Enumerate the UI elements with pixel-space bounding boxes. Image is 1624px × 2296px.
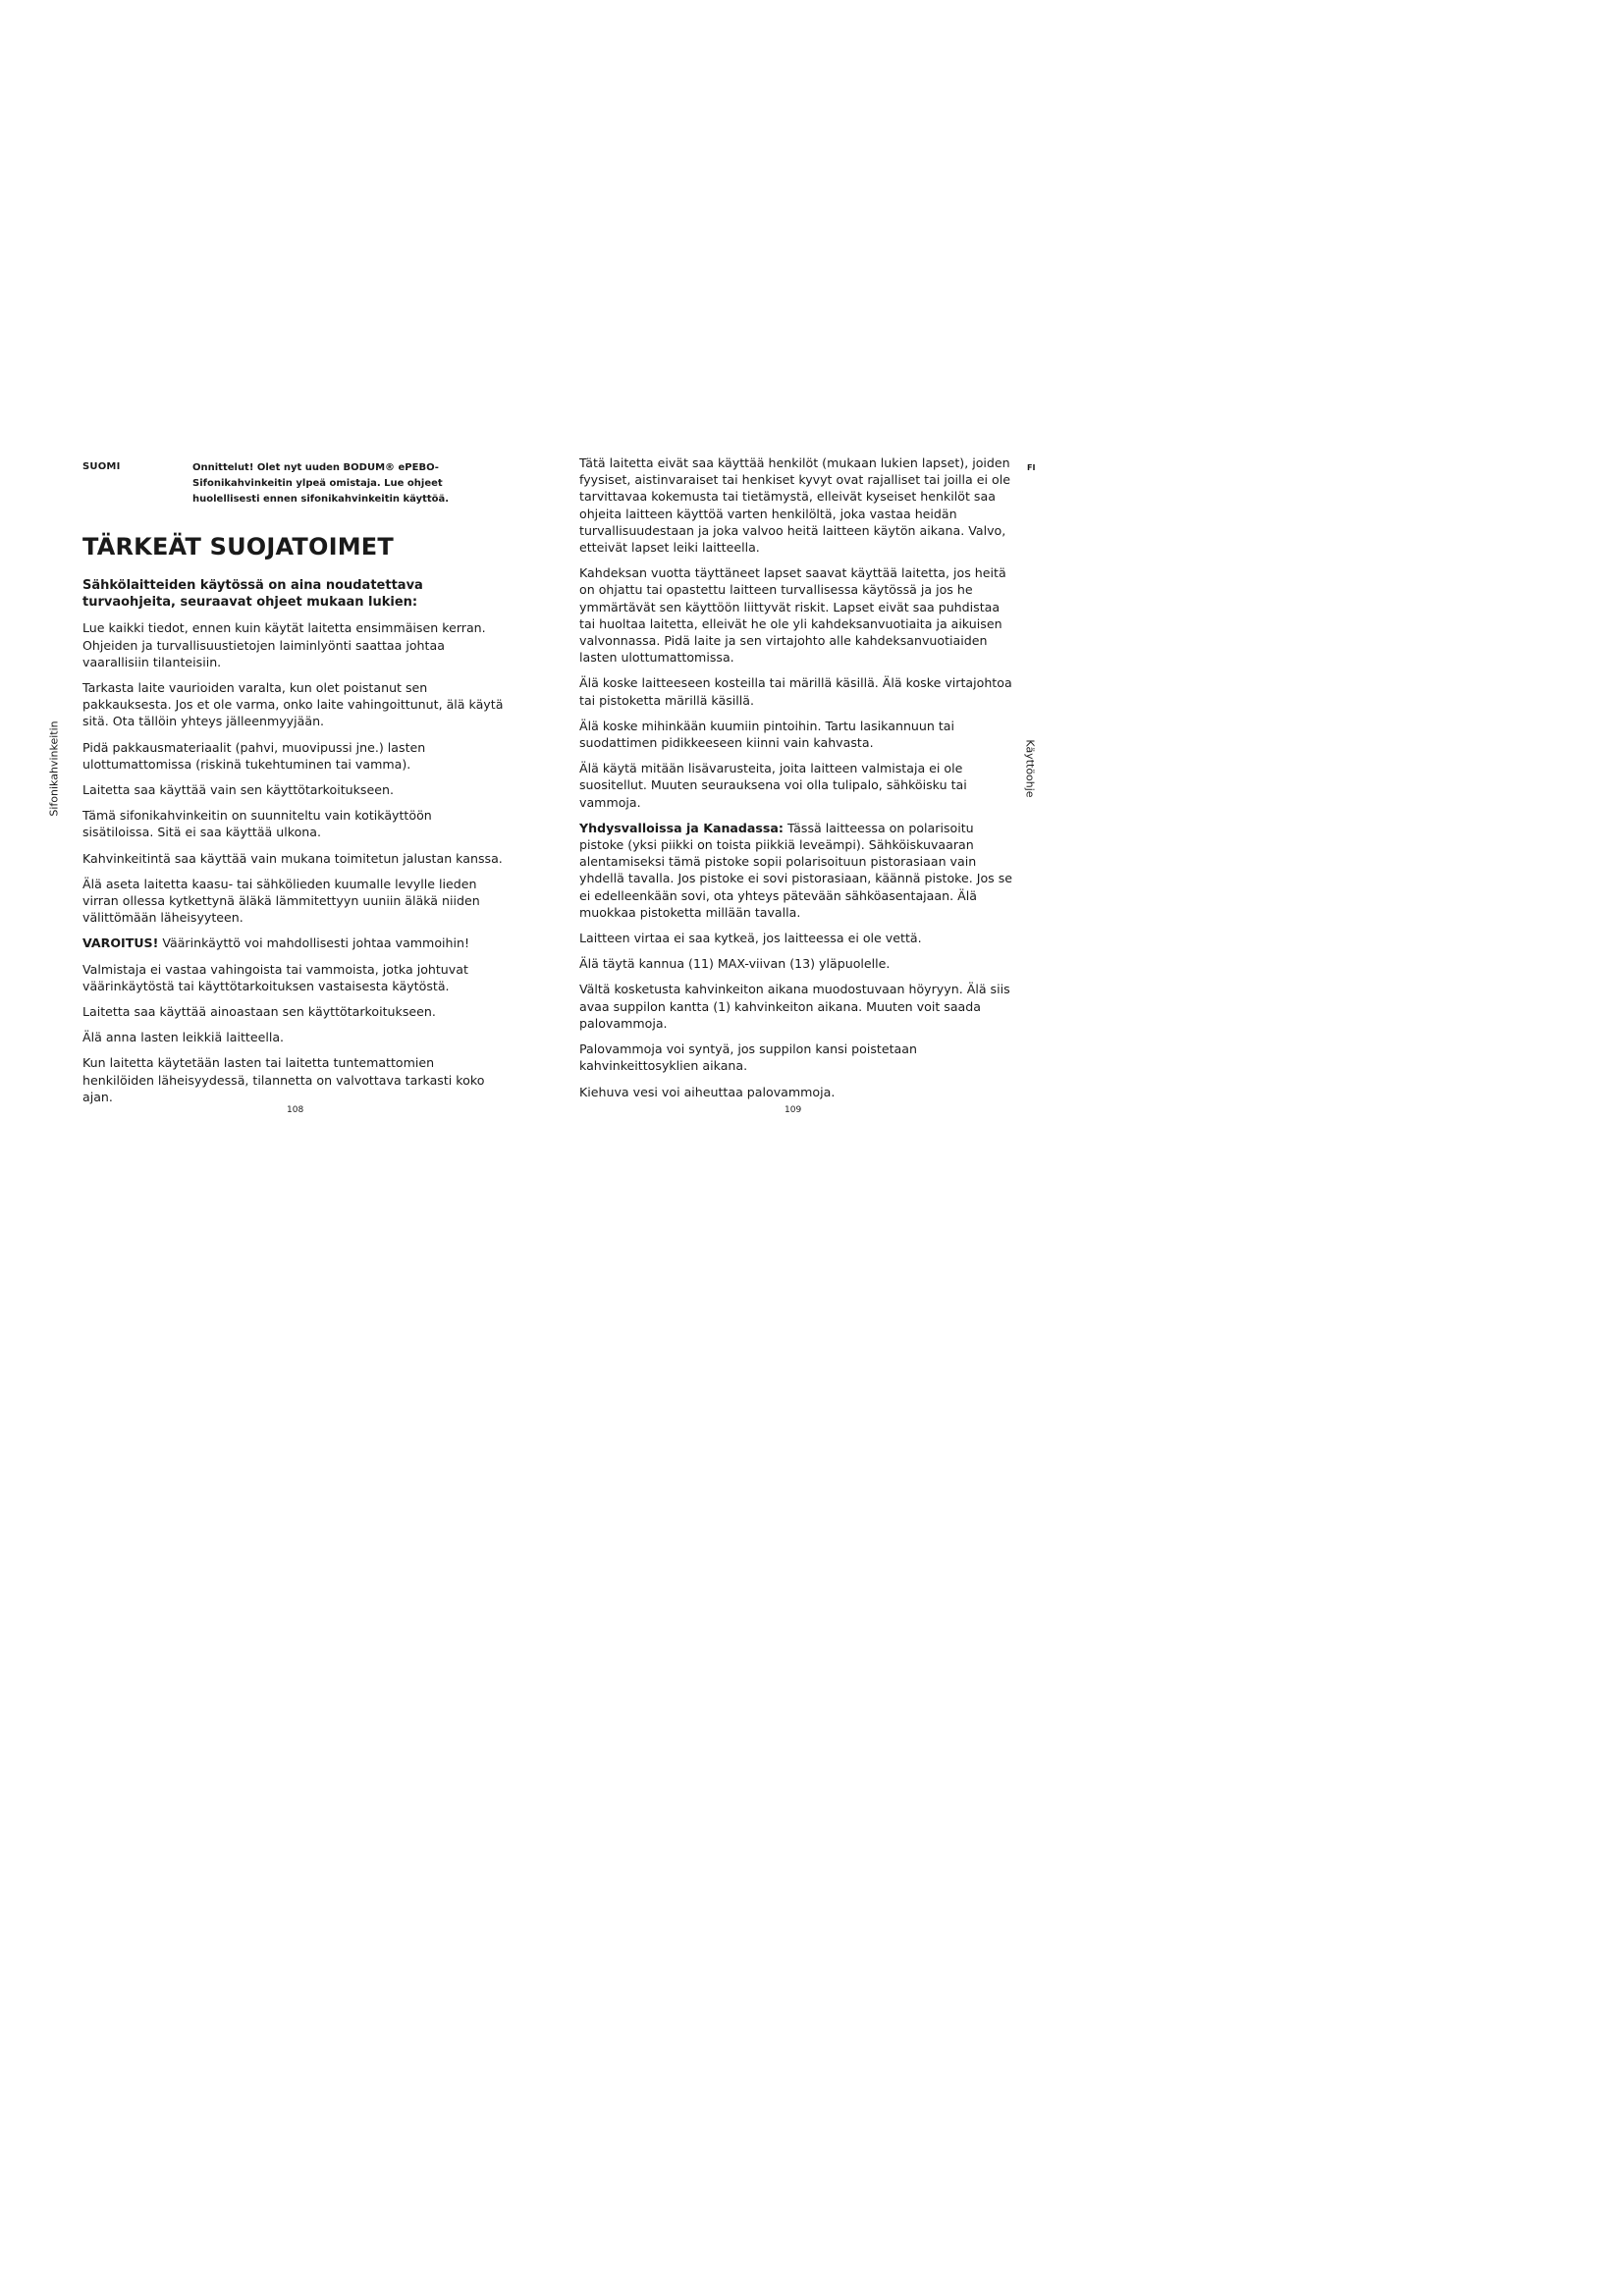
page-number-left: 108 (287, 1105, 304, 1115)
paragraph: Älä aseta laitetta kaasu- tai sähkölieden kuumalle levylle lieden virran ollessa kytkettynä äläkä lämmitettyyn uuniin äläkä niiden välittömään läheisyyteen. (82, 876, 480, 926)
usa-paragraph (579, 820, 1016, 921)
intro-text: Onnittelut! Olet nyt uuden BODUM® ePEBO-Sifonikahvinkeitin ylpeä omistaja. Lue ohjeet huolellisesti ennen sifonikahvinkeitin käyttöä. (192, 462, 450, 505)
paragraph: Kun laitetta käytetään lasten tai laitetta tuntemattomien henkilöiden läheisyydessä, tilannetta on valvottava tarkasti koko ajan. (82, 1055, 485, 1104)
side-label-left: Sifonikahvinkeitin (47, 721, 61, 817)
warning-label: VAROITUS! (82, 935, 159, 951)
paragraph: Tämä sifonikahvinkeitin on suunniteltu vain kotikäyttöön sisätiloissa. Sitä ei saa käyttää ulkona. (82, 808, 432, 840)
paragraph: Älä koske mihinkään kuumiin pintoihin. Tartu lasikannuun tai suodattimen pidikkeeseen kiinni vain kahvasta. (579, 718, 955, 751)
paragraph: Valmistaja ei vastaa vahingoista tai vammoista, jotka johtuvat väärinkäytöstä tai käyttötarkoituksen vastaisesta käytöstä. (82, 961, 468, 993)
paragraph: Laitetta saa käyttää ainoastaan sen käyttötarkoitukseen. (82, 1004, 436, 1020)
paragraph: Älä anna lasten leikkiä laitteella. (82, 1030, 285, 1045)
usa-text: Tässä laitteessa on polarisoitu pistoke (yksi piikki on toista piikkiä leveämpi). Sähköiskuvaaran alentamiseksi tämä pistoke sopii polarisoituun pistorasiaan vain yhdellä tavalla. Jos pistoke ei sovi pistorasiaan, käännä pistoke. Jos se ei edelleenkään sovi, ota yhteys pätevään sähköasentajaan. Älä muokkaa pistoketta millään tavalla. (579, 820, 1013, 920)
paragraph: Älä täytä kannua (11) MAX-viivan (13) yläpuolelle. (579, 956, 891, 972)
page-title: TÄRKEÄT SUOJATOIMET (82, 533, 394, 561)
page-number-right: 109 (785, 1105, 802, 1115)
left-column (82, 577, 507, 1114)
paragraph: Pidä pakkausmateriaalit (pahvi, muovipussi jne.) lasten ulottumattomissa (riskinä tukehtuminen tai vamma). (82, 739, 426, 772)
warning-text: Väärinkäyttö voi mahdollisesti johtaa vammoihin! (158, 935, 470, 951)
paragraph: Älä koske laitteeseen kosteilla tai märillä käsillä. Älä koske virtajohtoa tai pistoketta märillä käsillä. (579, 675, 1012, 708)
usa-label: Yhdysvalloissa ja Kanadassa: (579, 820, 784, 835)
paragraph: Palovammoja voi syntyä, jos suppilon kansi poistetaan kahvinkeittosyklien aikana. (579, 1041, 917, 1074)
paragraph: Tarkasta laite vaurioiden varalta, kun olet poistanut sen pakkauksesta. Jos et ole varma, onko laite vahingoittunut, älä käytä sitä. Ota tällöin yhteys jälleenmyyjään. (82, 680, 504, 729)
paragraph: Laitetta saa käyttää vain sen käyttötarkoitukseen. (82, 782, 394, 798)
language-tag: FI (1027, 463, 1036, 472)
paragraph: Vältä kosketusta kahvinkeiton aikana muodostuvaan höyryyn. Älä siis avaa suppilon kantta (1) kahvinkeiton aikana. Muuten voit saada palovammoja. (579, 982, 1010, 1031)
right-column (579, 454, 1016, 1109)
paragraph: Lue kaikki tiedot, ennen kuin käytät laitetta ensimmäisen kerran. Ohjeiden ja turvallisuustietojen laiminlyönti saattaa johtaa vaarallisiin tilanteisiin. (82, 620, 486, 669)
paragraph: Tätä laitetta eivät saa käyttää henkilöt (mukaan lukien lapset), joiden fyysiset, aistinvaraiset tai henkiset kyvyt ovat rajalliset tai joilla ei ole tarvittavaa kokemusta tai tietämystä, elleivät kyseiset henkilöt saa ohjeita laitteen käyttöä varten henkilöltä, joka vastaa heidän turvallisuudestaan ja joka valvoo heitä laitteen käytön aikana. Valvo, etteivät lapset leiki laitteella. (579, 455, 1010, 556)
paragraph: Laitteen virtaa ei saa kytkeä, jos laitteessa ei ole vettä. (579, 931, 922, 946)
language-label: SUOMI (82, 461, 121, 472)
lead-paragraph: Sähkölaitteiden käytössä on aina noudatettava turvaohjeita, seuraavat ohjeet mukaan lukien: (82, 578, 423, 611)
paragraph: Kiehuva vesi voi aiheuttaa palovammoja. (579, 1084, 836, 1099)
paragraph: Kahdeksan vuotta täyttäneet lapset saavat käyttää laitetta, jos heitä on ohjattu tai opastettu laitteen turvallisessa käytössä ja jos he ymmärtävät sen käyttöön liittyvät riskit. Lapset eivät saa puhdistaa tai huoltaa laitetta, elleivät he ole yli kahdeksanvuotiaita ja aikuisen valvonnassa. Pidä laite ja sen virtajohto alle kahdeksanvuotiaiden lasten ulottumattomissa. (579, 565, 1006, 666)
side-label-right: Käyttöohje (1023, 739, 1037, 798)
paragraph: Älä käytä mitään lisävarusteita, joita laitteen valmistaja ei ole suositellut. Muuten seurauksena voi olla tulipalo, sähköisku tai vammoja. (579, 761, 967, 810)
warning-paragraph (82, 934, 507, 951)
paragraph: Kahvinkeitintä saa käyttää vain mukana toimitetun jalustan kanssa. (82, 850, 503, 866)
